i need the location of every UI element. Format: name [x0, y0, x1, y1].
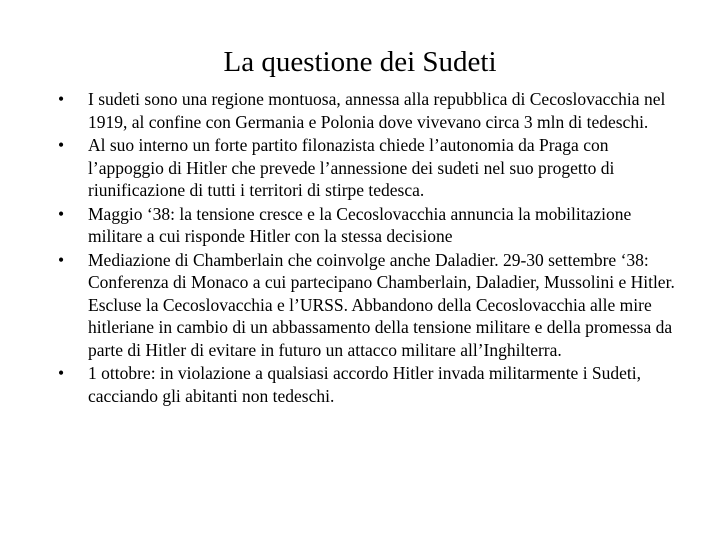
- bullet-item: [56, 134, 676, 202]
- bullet-item: [56, 203, 676, 248]
- bullet-dot: •: [58, 249, 65, 270]
- bullet-item: [56, 362, 676, 407]
- bullet-dot: •: [58, 363, 65, 383]
- bullet-text: Mediazione di Chamberlain che coinvolge anche Daladier. 29-30 settembre ‘38: Conferenza di Monaco a cui partecipano Chamberlain, Daladier, Mussolini e Hitler. Escluse la Cecoslovacchia e l’URSS. Abbandono della Cecoslovacchia alle mire hitleriane in cambio di un abbassamento della tensione militare e della promessa da parte di Hitler di evitare in futuro un attacco militare all’Inghilterra.: [88, 249, 675, 360]
- bullet-text: I sudeti sono una regione montuosa, annessa alla repubblica di Cecoslovacchia nel 1919, al confine con Germania e Polonia dove vivevano circa 3 mln di tedeschi.: [88, 89, 666, 132]
- bullet-item: [56, 249, 676, 362]
- bullet-list: [56, 88, 676, 408]
- bullet-dot: •: [58, 135, 65, 155]
- slide-title: La questione dei Sudeti: [223, 46, 497, 78]
- bullet-dot: •: [58, 89, 65, 109]
- bullet-text: Al suo interno un forte partito filonazista chiede l’autonomia da Praga con l’appoggio di Hitler che prevede l’annessione dei sudeti nel suo progetto di riunificazione di tutti i territori di stirpe tedesca.: [88, 135, 615, 200]
- bullet-text: 1 ottobre: in violazione a qualsiasi accordo Hitler invada militarmente i Sudeti, cacciando gli abitanti non tedeschi.: [88, 363, 642, 406]
- bullet-text: Maggio ‘38: la tensione cresce e la Cecoslovacchia annuncia la mobilitazione militare a cui risponde Hitler con la stessa decisione: [88, 203, 632, 246]
- bullet-item: [56, 88, 676, 133]
- bullet-dot: •: [58, 203, 65, 224]
